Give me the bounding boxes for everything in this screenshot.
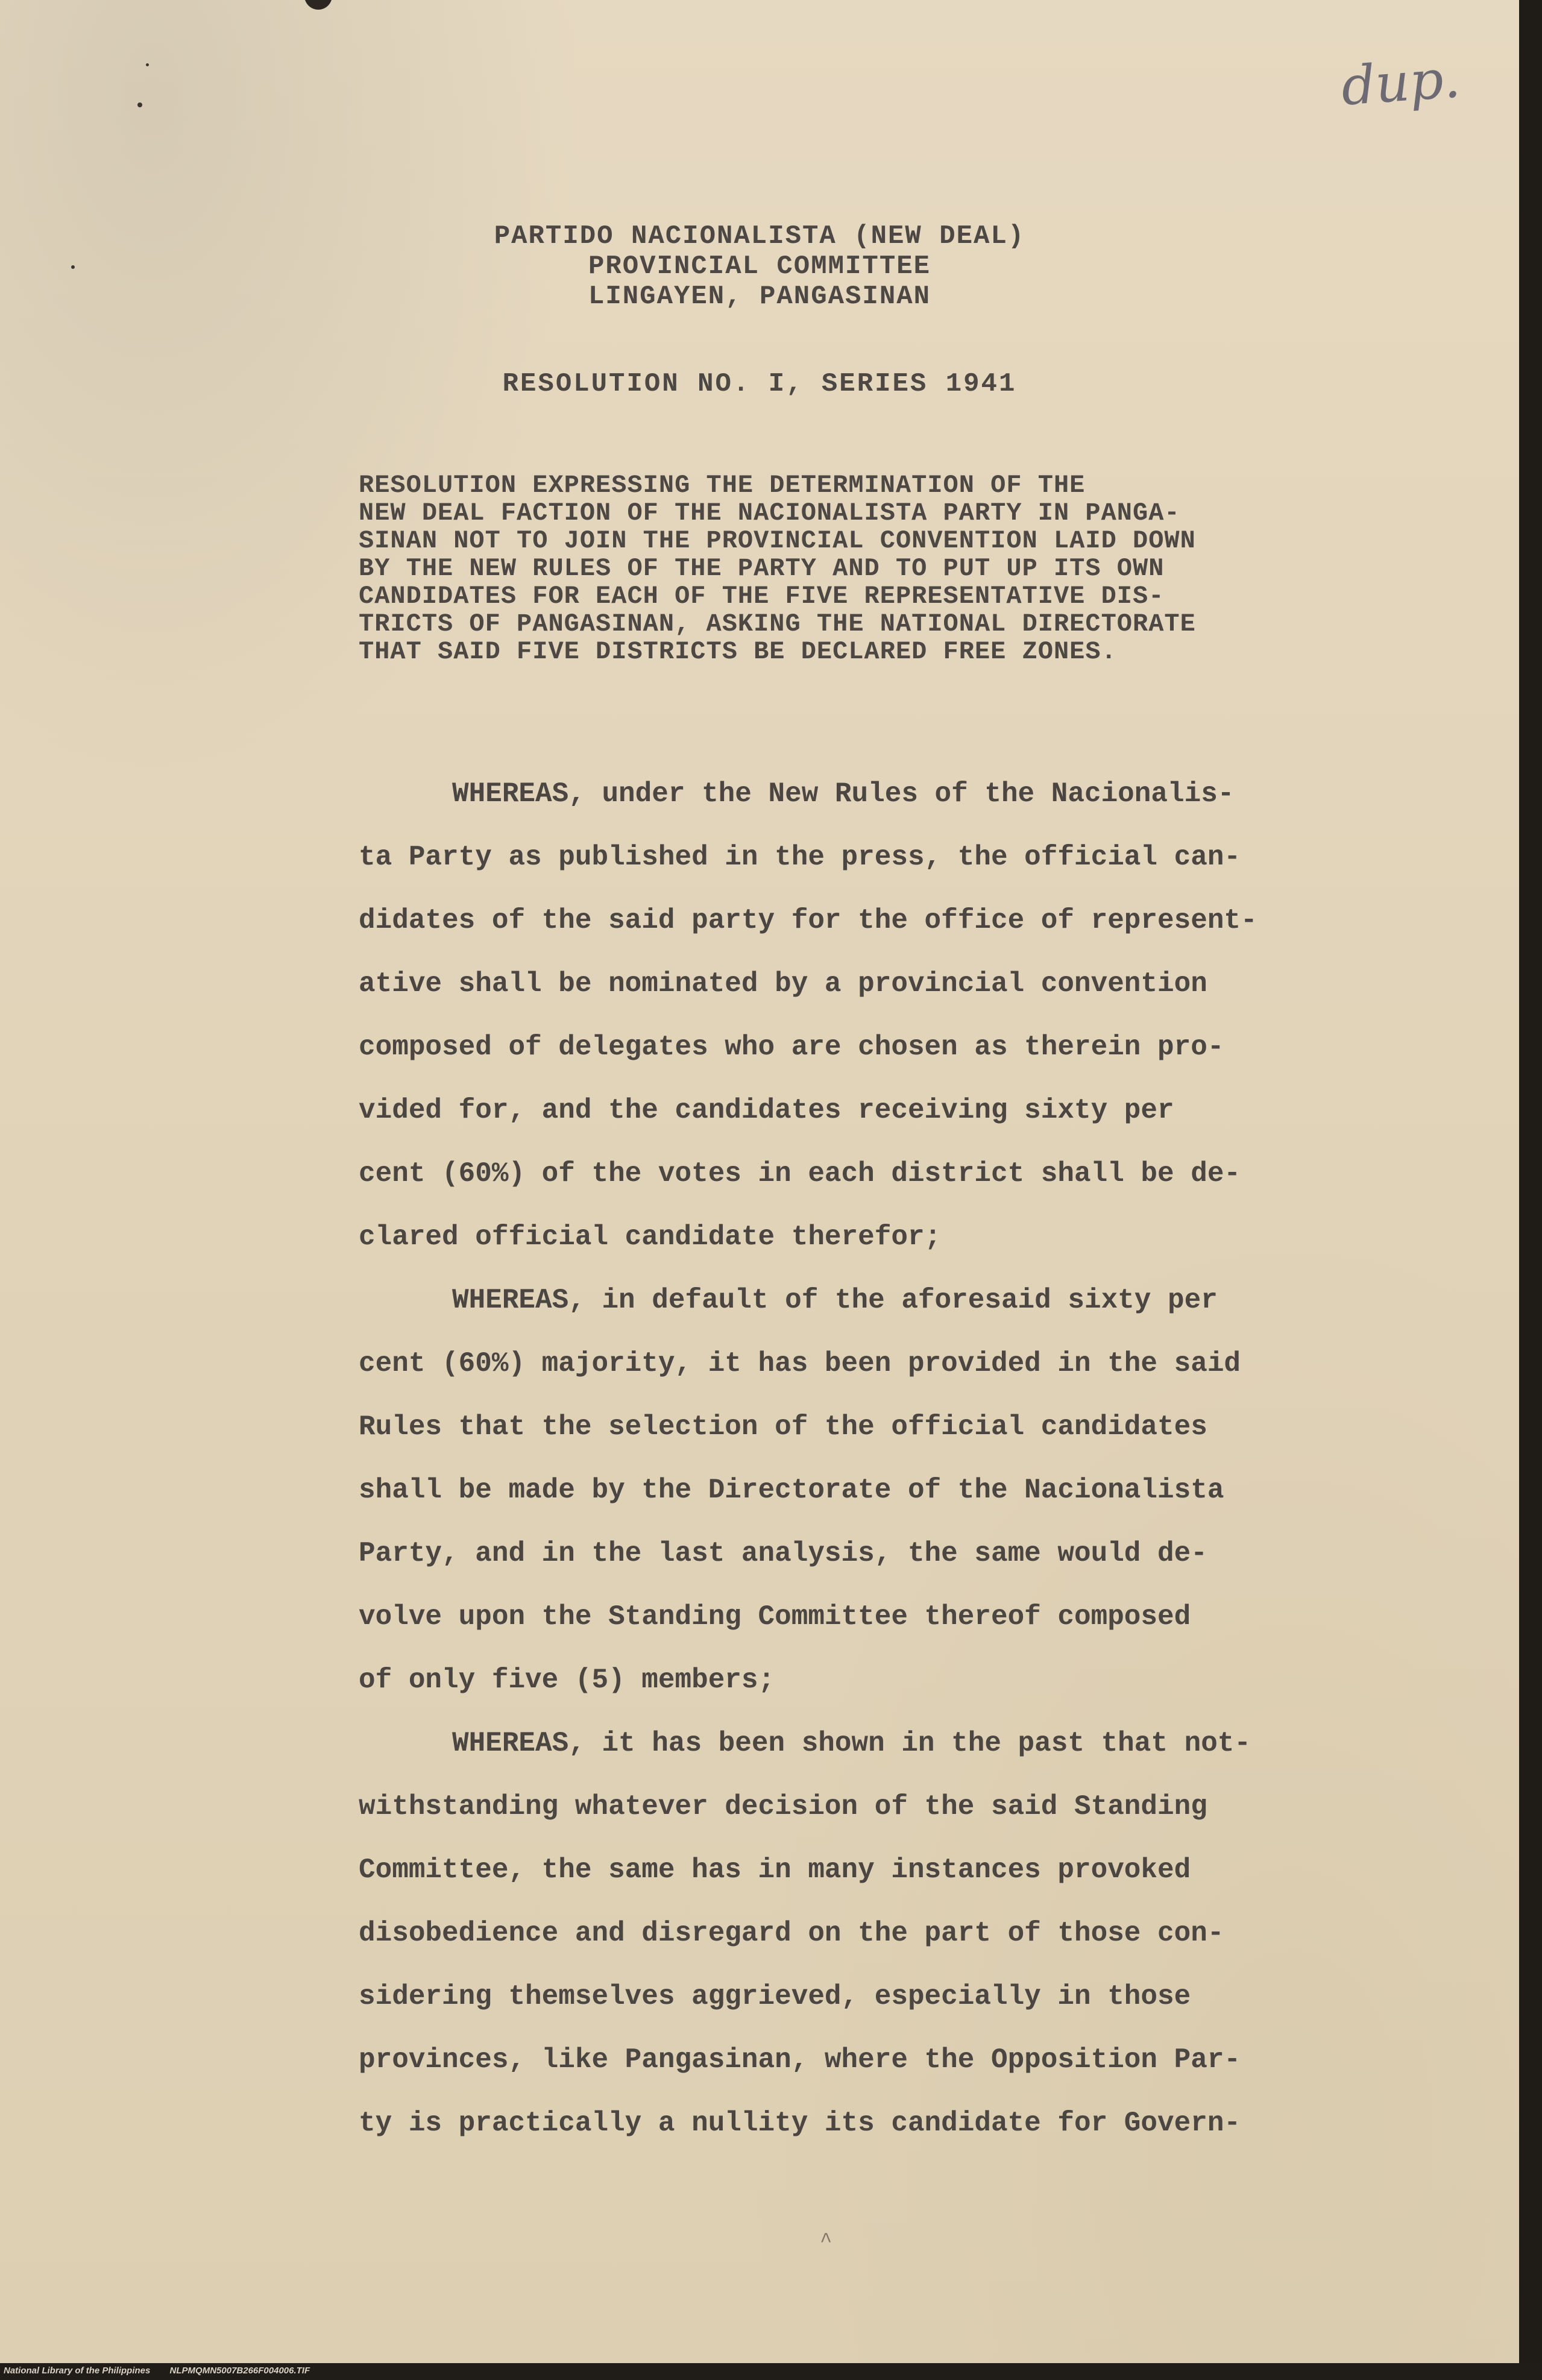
resolution-title	[359, 471, 1353, 666]
body-line: shall be made by the Directorate of the Nacionalista	[359, 1475, 1224, 1506]
resolution-title-line: NEW DEAL FACTION OF THE NACIONALISTA PARTY IN PANGA-	[359, 499, 1180, 527]
body-line: volve upon the Standing Committee thereof composed	[359, 1601, 1191, 1632]
body-line: Committee, the same has in many instances provoked	[359, 1854, 1191, 1886]
body-line: WHEREAS, in default of the aforesaid sixty per	[452, 1285, 1218, 1316]
location-heading: LINGAYEN, PANGASINAN	[588, 282, 931, 312]
body-line: WHEREAS, under the New Rules of the Nacionalis-	[452, 778, 1235, 810]
body-line: of only five (5) members;	[359, 1664, 775, 1696]
resolution-title-line: THAT SAID FIVE DISTRICTS BE DECLARED FREE ZONES.	[359, 637, 1117, 666]
body-line: WHEREAS, it has been shown in the past that not-	[452, 1728, 1251, 1759]
committee-heading: PROVINCIAL COMMITTEE	[588, 251, 931, 282]
body-line: ative shall be nominated by a provincial convention	[359, 968, 1207, 1000]
body-line: composed of delegates who are chosen as therein pro-	[359, 1031, 1224, 1063]
body-line: ty is practically a nullity its candidate for Govern-	[359, 2108, 1241, 2139]
paper-speck	[146, 63, 149, 66]
paper-mark: ^	[820, 2230, 832, 2253]
body-line: ta Party as published in the press, the official can-	[359, 842, 1241, 873]
body-line: sidering themselves aggrieved, especially in those	[359, 1981, 1191, 2012]
body-line: Party, and in the last analysis, the same would de-	[359, 1538, 1207, 1569]
body-line: provinces, like Pangasinan, where the Opposition Par-	[359, 2044, 1241, 2076]
body-line: Rules that the selection of the official candidates	[359, 1411, 1207, 1443]
body-line: withstanding whatever decision of the said Standing	[359, 1791, 1207, 1822]
resolution-title-line: SINAN NOT TO JOIN THE PROVINCIAL CONVENTION LAID DOWN	[359, 526, 1196, 555]
handwritten-annotation: dup.	[1339, 47, 1462, 118]
party-name-heading: PARTIDO NACIONALISTA (NEW DEAL)	[494, 221, 1025, 251]
scan-footer	[4, 2366, 310, 2376]
resolution-title-line: RESOLUTION EXPRESSING THE DETERMINATION OF THE	[359, 471, 1086, 500]
paper-speck	[137, 102, 142, 107]
body-line: cent (60%) of the votes in each district shall be de-	[359, 1158, 1241, 1189]
body-line: vided for, and the candidates receiving sixty per	[359, 1095, 1174, 1126]
library-credit: National Library of the Philippines	[4, 2366, 151, 2376]
resolution-body	[359, 763, 1383, 2155]
resolution-title-line: CANDIDATES FOR EACH OF THE FIVE REPRESENTATIVE DIS-	[359, 582, 1165, 611]
body-line: disobedience and disregard on the part of those con-	[359, 1918, 1224, 1949]
body-line: didates of the said party for the office of represent-	[359, 905, 1257, 936]
body-line: cent (60%) majority, it has been provided in the said	[359, 1348, 1241, 1379]
punch-hole	[304, 0, 332, 10]
resolution-number: RESOLUTION NO. I, SERIES 1941	[502, 369, 1017, 399]
body-line: clared official candidate therefor;	[359, 1221, 942, 1253]
resolution-title-line: BY THE NEW RULES OF THE PARTY AND TO PUT UP ITS OWN	[359, 554, 1165, 583]
file-identifier: NLPMQMN5007B266F004006.TIF	[169, 2366, 310, 2376]
paper-speck	[71, 265, 75, 269]
resolution-title-line: TRICTS OF PANGASINAN, ASKING THE NATIONAL DIRECTORATE	[359, 609, 1196, 638]
